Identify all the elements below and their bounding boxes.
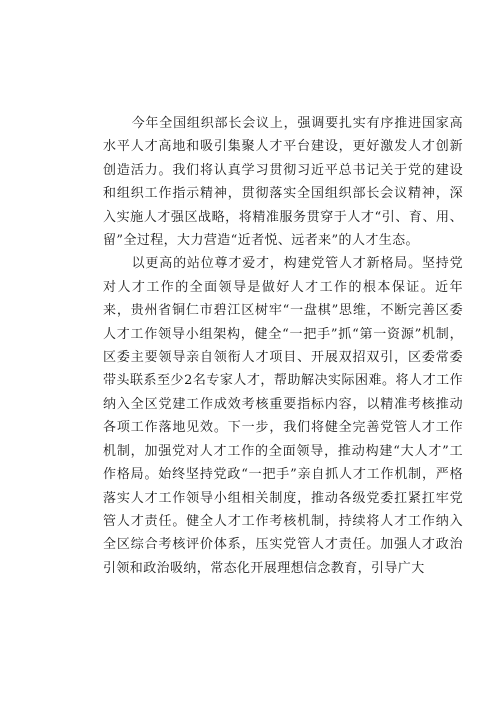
paragraph-2: 以更高的站位尊才爱才，构建党管人才新格局。坚持党对人才工作的全面领导是做好人才工作的根本保证。近年来，贵州省铜仁市碧江区树牢“一盘棋”思维，不断完善区委人才工作领导小组架构，健全“一把手”抓“第一资源”机制，区委主要领导亲自领衔人才项目、开展双招双引，区委常委带头联系至少2名专家人才，帮助解决实际困难。将人才工作纳入全区党建工作成效考核重要指标内容，以精准考核推动各项工作落地见效。下一步，我们将健全完善党管人才工作机制，加强党对人才工作的全面领导，推动构建“大人才”工作格局。始终坚持党政“一把手”亲自抓人才工作机制，严格落实人才工作领导小组相关制度，推动各级党委扛紧扛牢党管人才责任。健全人才工作考核机制，持续将人才工作纳入全区综合考核评价体系，压实党管人才责任。加强人才政治引领和政治吸纳，常态化开展理想信念教育，引导广大 bbox=[103, 256, 463, 576]
document-body bbox=[103, 112, 463, 580]
paragraph-1: 今年全国组织部长会议上，强调要扎实有序推进国家高水平人才高地和吸引集聚人才平台建设，更好激发人才创新创造活力。我们将认真学习贯彻习近平总书记关于党的建设和组织工作指示精神，贯彻落实全国组织部长会议精神，深入实施人才强区战略，将精准服务贯穿于人才“引、育、用、留”全过程，大力营造“近者悦、远者来”的人才生态。 bbox=[103, 116, 463, 249]
